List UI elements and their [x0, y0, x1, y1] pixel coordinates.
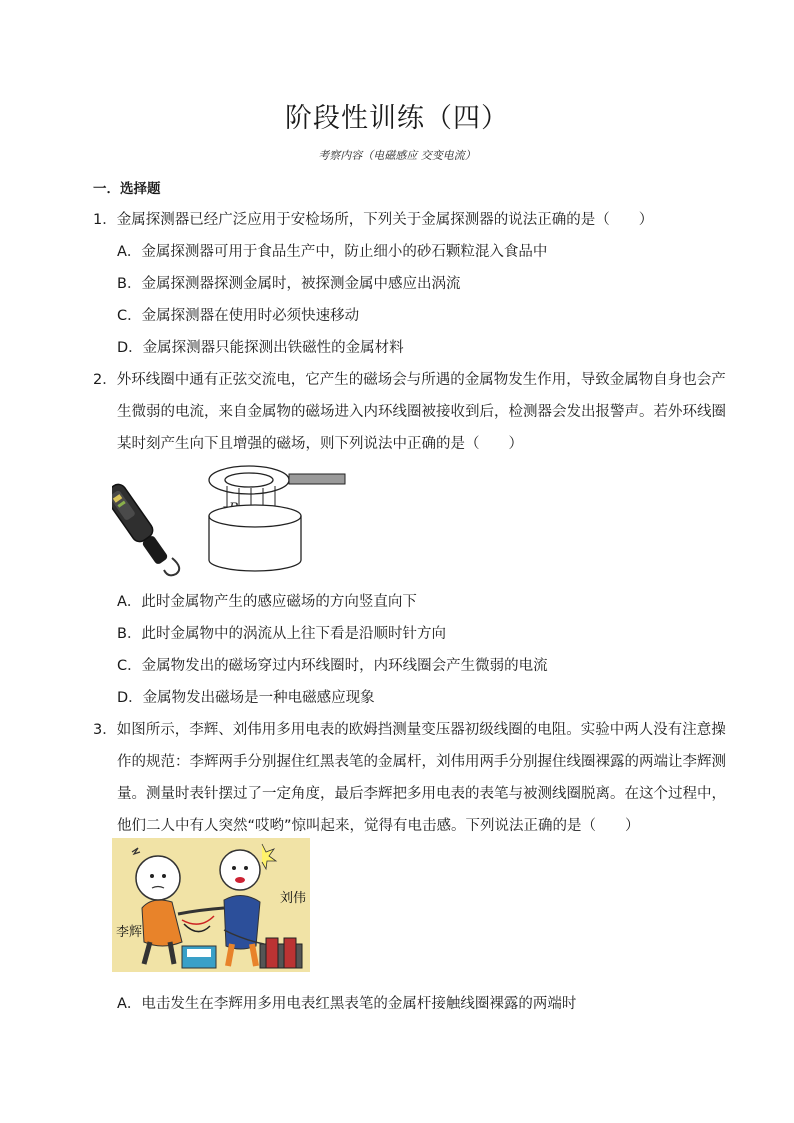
q1-stem: 1．金属探测器已经广泛应用于安检场所，下列关于金属探测器的说法正确的是（ ） [93, 212, 654, 228]
label-liu-wei: 刘伟 [280, 891, 307, 906]
q1-option-b: B．金属探测器探测金属时，被探测金属中感应出涡流 [117, 276, 461, 292]
q3-stem-line-2: 作的规范：李辉两手分别握住红黑表笔的金属杆，刘伟用两手分别握住线圈裸露的两端让李辉测 [117, 754, 726, 770]
q2-option-c: C．金属物发出的磁场穿过内环线圈时，内环线圈会产生微弱的电流 [117, 658, 548, 674]
q1-option-a: A．金属探测器可用于食品生产中，防止细小的砂石颗粒混入食品中 [117, 244, 548, 260]
cartoon-illustration [112, 838, 310, 972]
label-li-hui: 李辉 [116, 925, 143, 940]
q2-stem-line-3: 某时刻产生向下且增强的磁场，则下列说法中正确的是（ ） [117, 436, 523, 452]
q1-option-d: D．金属探测器只能探测出铁磁性的金属材料 [117, 340, 404, 356]
q2-stem-line-1: 2．外环线圈中通有正弦交流电，它产生的磁场会与所遇的金属物发生作用，导致金属物自身也会产 [93, 372, 726, 388]
q2-stem-line-2: 生微弱的电流，来自金属物的磁场进入内环线圈被接收到后，检测器会发出报警声。若外环线圈 [117, 404, 726, 420]
metal-detector-image [112, 478, 192, 578]
section-heading: 一．选择题 [93, 181, 161, 197]
q3-stem-line-4: 他们二人中有人突然“哎哟”惊叫起来，觉得有电击感。下列说法正确的是（ ） [117, 818, 640, 834]
page-subtitle: 考察内容（电磁感应 交变电流） [318, 149, 476, 162]
coil-diagram [205, 462, 350, 574]
q2-option-b: B．此时金属物中的涡流从上往下看是沿顺时针方向 [117, 626, 446, 642]
q2-option-a: A．此时金属物产生的感应磁场的方向竖直向下 [117, 594, 417, 610]
q2-option-d: D．金属物发出磁场是一种电磁感应现象 [117, 690, 375, 706]
page-title: 阶段性训练（四） [285, 103, 509, 134]
q1-option-c: C．金属探测器在使用时必须快速移动 [117, 308, 360, 324]
q3-option-a: A．电击发生在李辉用多用电表红黑表笔的金属杆接触线圈裸露的两端时 [117, 996, 577, 1012]
q3-stem-line-1: 3．如图所示，李辉、刘伟用多用电表的欧姆挡测量变压器初级线圈的电阻。实验中两人没有注意操 [93, 722, 726, 738]
q3-stem-line-3: 量。测量时表针摆过了一定角度，最后李辉把多用电表的表笔与被测线圈脱离。在这个过程中， [117, 786, 726, 802]
